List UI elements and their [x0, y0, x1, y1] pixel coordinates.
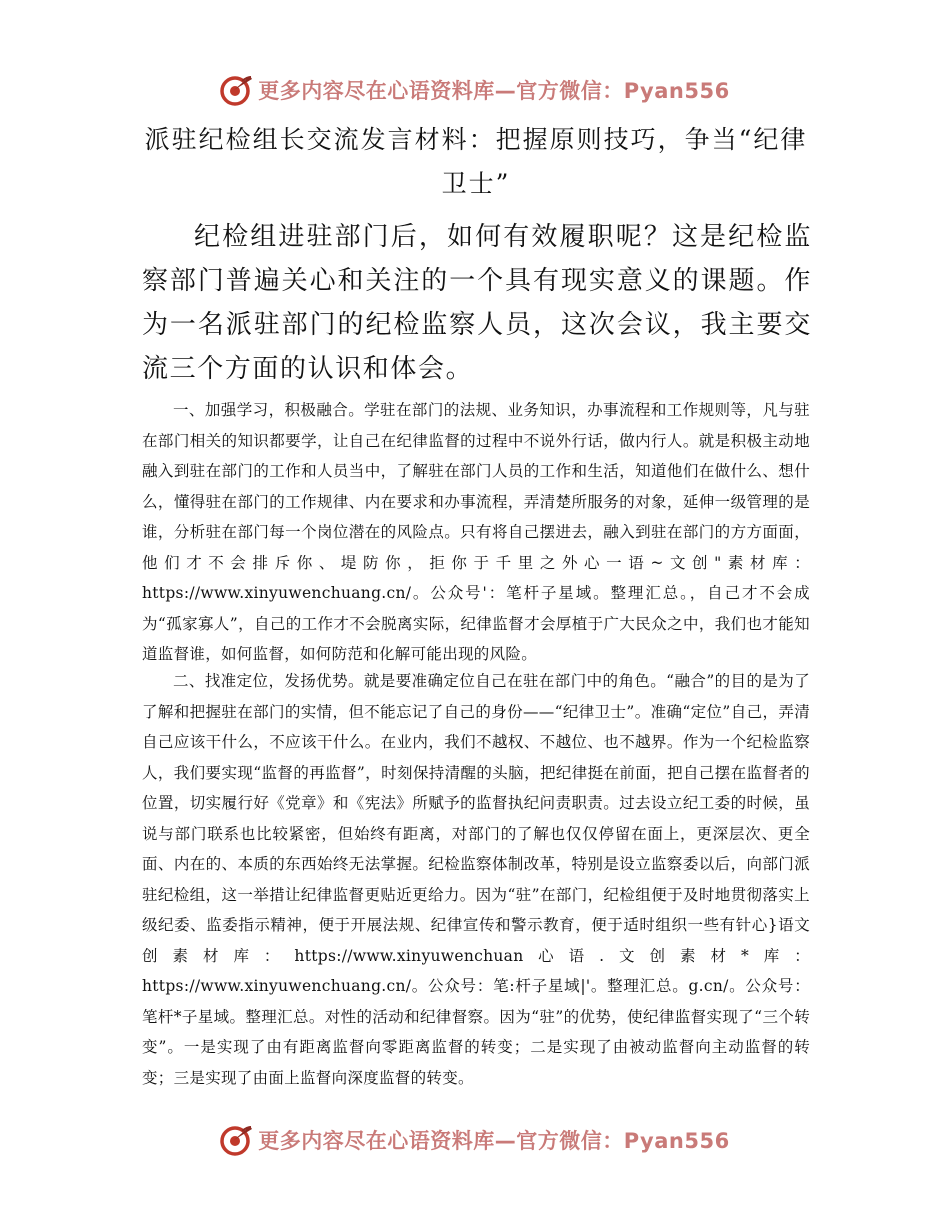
footer-banner — [0, 1118, 950, 1162]
pen-nib-logo-icon — [220, 73, 254, 107]
footer-banner-text: 更多内容尽在心语资料库—官方微信：Pyan556 — [258, 1129, 730, 1153]
pen-nib-logo-icon — [220, 1123, 254, 1157]
document-title: 派驻纪检组长交流发言材料：把握原则技巧，争当“纪律卫士” — [144, 125, 808, 198]
intro-paragraph: 纪检组进驻部门后，如何有效履职呢？这是纪检监察部门普遍关心和关注的一个具有现实意义的课题。作为一名派驻部门的纪检监察人员，这次会议，我主要交流三个方面的认识和体会。 — [142, 222, 812, 384]
body-paragraph-1: 一、加强学习，积极融合。学驻在部门的法规、业务知识，办事流程和工作规则等，凡与驻在部门相关的知识都要学，让自己在纪律监督的过程中不说外行话，做内行人。就是积极主动地融入到驻在部门的工作和人员当中，了解驻在部门人员的工作和生活，知道他们在做什么、想什么，懂得驻在部门的工作规律、内在要求和办事流程，弄清楚所服务的对象，延伸一级管理的是谁，分析驻在部门每一个岗位潜在的风险点。只有将自己摆进去，融入到驻在部门的方方面面，他们才不会排斥你、堤防你，拒你于千里之外心一语~文创"素材库：https://www.xinyuwenchuang.cn/。公众号'：笔杆子星域。整理汇总。，自己才不会成为“孤家寡人”，自己的工作才不会脱离实际，纪律监督才会厚植于广大民众之中，我们也才能知道监督谁，如何监督，如何防范和化解可能出现的风险。 — [142, 401, 810, 663]
header-banner-text: 更多内容尽在心语资料库—官方微信：Pyan556 — [258, 79, 730, 103]
header-banner — [0, 68, 950, 112]
body-paragraph-2: 二、找准定位，发扬优势。就是要准确定位自己在驻在部门中的角色。“融合”的目的是为了了解和把握驻在部门的实情，但不能忘记了自己的身份——“纪律卫士”。准确“定位”自己，弄清自己应该干什么，不应该干什么。在业内，我们不越权、不越位、也不越界。作为一个纪检监察人，我们要实现“监督的再监督”，时刻保持清醒的头脑，把纪律挺在前面，把自己摆在监督者的位置，切实履行好《党章》和《宪法》所赋予的监督执纪问责职责。过去设立纪工委的时候，虽说与部门联系也比较紧密，但始终有距离，对部门的了解也仅仅停留在面上，更深层次、更全面、内在的、本质的东西始终无法掌握。纪检监察体制改革，特别是设立监察委以后，向部门派驻纪检组，这一举措让纪律监督更贴近更给力。因为“驻”在部门，纪检组便于及时地贯彻落实上级纪委、监委指示精神，便于开展法规、纪律宣传和警示教育，便于适时组织一些有针心}语文创素材库：https://www.xinyuwenchuan心语.文创素材*库：https://www.xinyuwenchuang.cn/。公众号：笔:杆子星域|'。整理汇总。g.cn/。公众号：笔杆*子星域。整理汇总。对性的活动和纪律督察。因为“驻”的优势，使纪律监督实现了“三个转变”。一是实现了由有距离监督向零距离监督的转变；二是实现了由被动监督向主动监督的转变；三是实现了由面上监督向深度监督的转变。 — [142, 672, 810, 1087]
